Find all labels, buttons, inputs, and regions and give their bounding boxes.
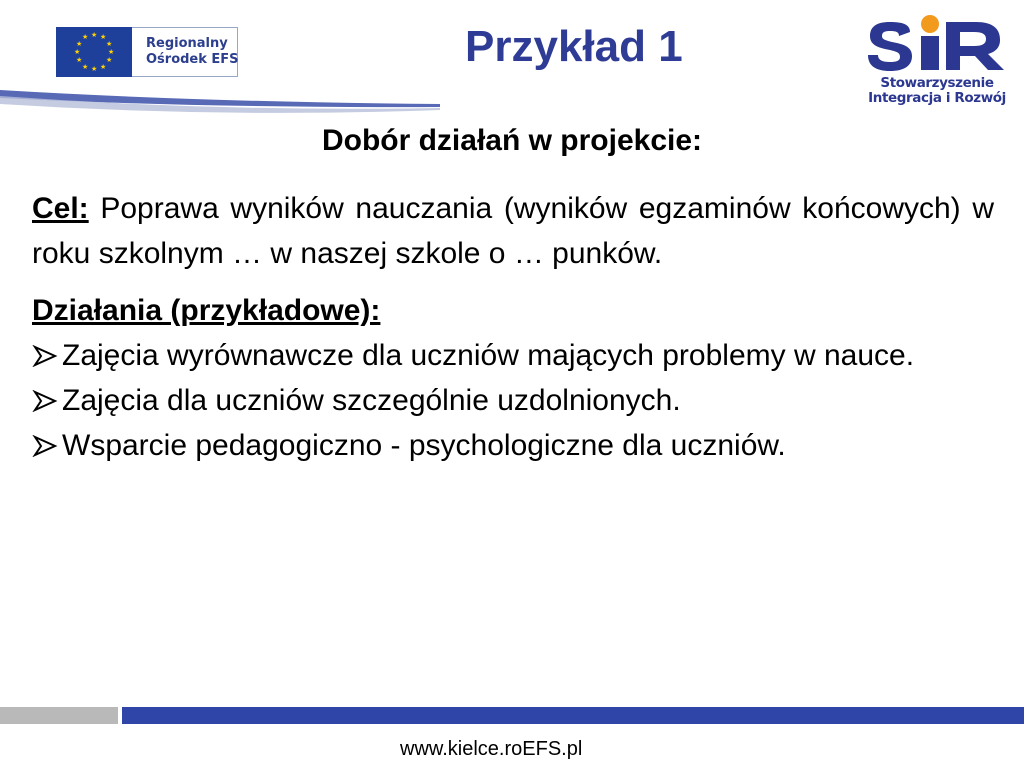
efs-logo-line1: Regionalny xyxy=(146,36,228,51)
goal-paragraph xyxy=(32,186,994,276)
slide-body xyxy=(32,186,994,468)
header-swoosh-decoration xyxy=(0,82,440,122)
footer-bar-grey xyxy=(0,707,118,724)
efs-logo-line2: Ośrodek EFS xyxy=(146,52,239,67)
sir-logo-line1: Stowarzyszenie xyxy=(880,75,994,91)
sir-logo-text xyxy=(862,76,1012,106)
sir-logo xyxy=(862,14,1012,109)
action-item xyxy=(32,333,994,378)
arrow-bullet-icon xyxy=(32,378,62,423)
slide-subtitle: Dobór działań w projekcie: xyxy=(321,124,703,157)
sir-logo-mark xyxy=(866,14,1008,78)
action-item-text: Wsparcie pedagogiczno - psychologiczne dla uczniów. xyxy=(62,429,786,462)
actions-list xyxy=(32,333,994,468)
action-item xyxy=(32,378,994,423)
efs-logo-text xyxy=(132,36,239,68)
action-item-text: Zajęcia dla uczniów szczególnie uzdolnionych. xyxy=(62,384,681,417)
action-item-text: Zajęcia wyrównawcze dla uczniów mających problemy w nauce. xyxy=(62,339,915,372)
goal-text: Poprawa wyników nauczania (wyników egzaminów końcowych) w roku szkolnym … w naszej szkole o … punków. xyxy=(32,192,994,270)
slide-title: Przykład 1 xyxy=(465,22,683,71)
actions-heading: Działania (przykładowe): xyxy=(32,294,381,327)
sir-logo-line2: Integracja i Rozwój xyxy=(868,90,1006,106)
eu-flag-icon: ★ ★ ★ ★ ★ ★ ★ ★ ★ ★ ★ ★ xyxy=(56,27,132,77)
arrow-bullet-icon xyxy=(32,333,62,378)
arrow-bullet-icon xyxy=(32,423,62,468)
goal-label: Cel: xyxy=(32,192,89,225)
footer-url: www.kielce.roEFS.pl xyxy=(400,738,583,760)
regionalny-osrodek-efs-logo xyxy=(56,27,238,77)
action-item xyxy=(32,423,994,468)
footer-bar-blue xyxy=(122,707,1024,724)
